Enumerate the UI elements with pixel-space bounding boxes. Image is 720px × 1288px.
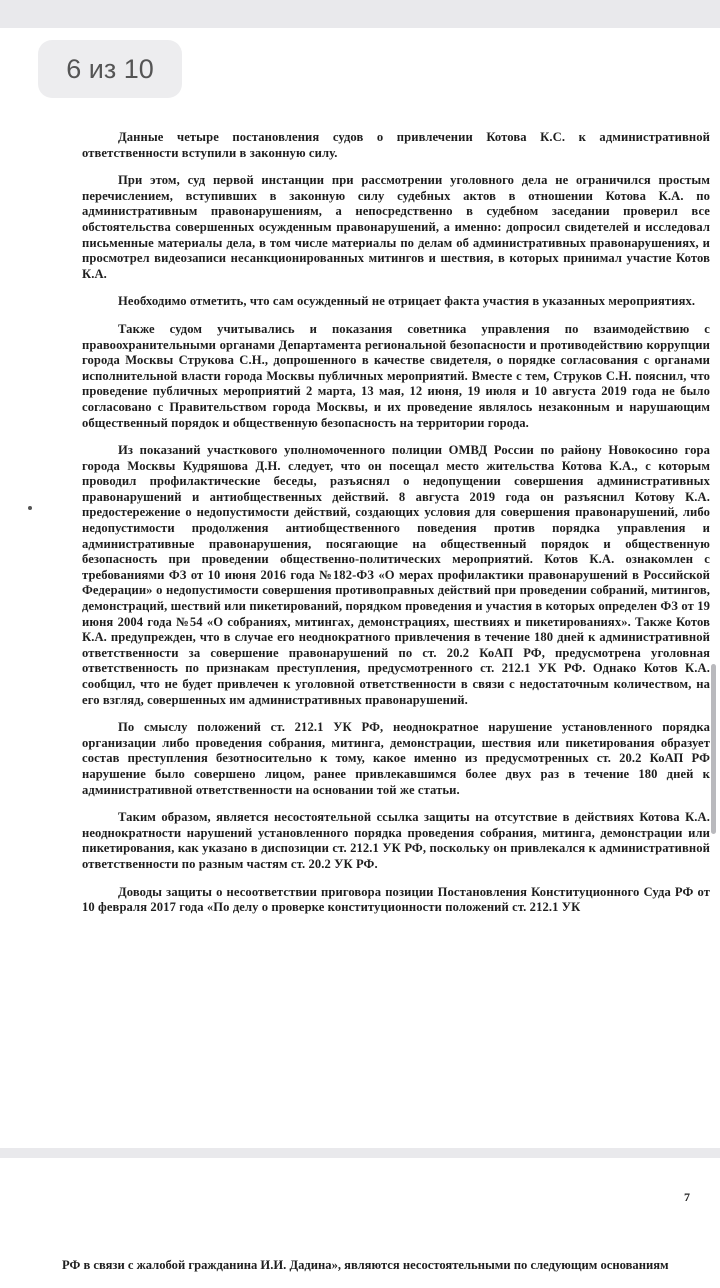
scan-speck	[28, 506, 32, 510]
page-body-text: РФ в связи с жалобой гражданина И.И. Дадина», являются несостоятельными по следующим основаниям	[62, 1258, 669, 1272]
paragraph: Из показаний участкового уполномоченного полиции ОМВД России по району Новокосино гора города Москвы Кудряшова Д.Н. следует, что он посещал место жительства Котова К.А., с которым проводил профилактические беседы, разъяснял о недопущении совершения административных правонарушений и антиобщественных действий. 8 августа 2019 года он разъяснил Котову К.А. предостережение о недопустимости действий, создающих условия для совершения правонарушений, либо недопустимости продолжения антиобщественного поведения против порядка управления и административные правонарушения, посягающие на общественный порядок и общественную безопасность при проведении общественно-политических мероприятий. Котов К.А. ознакомлен с требованиями ФЗ от 10 июня 2016 года №182-ФЗ «О мерах профилактики правонарушений в Российской Федерации» о недопустимости совершения противоправных действий при проведении собраний, митингов, демонстраций, шествий или пикетирований, порядком проведения и участия в которых определен ФЗ от 19 июня 2004 года №54 «О собраниях, митингах, демонстрациях, шествиях и пикетированиях». Также Котов К.А. предупрежден, что в случае его неоднократного привлечения в течение 180 дней к административной ответственности за совершение правонарушений по ст. 20.2 КоАП РФ, предусмотрена уголовная ответственность по признакам преступления, предусмотренного ст. 212.1 УК РФ. Однако Котов К.А. сообщил, что не будет привлечен к уголовной ответственности в связи с недостаточным количеством, на его взгляд, совершенных им административных правонарушений.	[82, 443, 710, 707]
paragraph: По смыслу положений ст. 212.1 УК РФ, неоднократное нарушение установленного порядка организации либо проведения собрания, митинга, демонстрации, шествия или пикетирования образует состав преступления безотносительно к тому, какое именно из предусмотренных ст. 20.2 КоАП РФ нарушение было совершено лицом, ранее привлекавшимся более двух раз в течение 180 дней к административной ответственности на основании той же статьи.	[82, 720, 710, 797]
paragraph: Доводы защиты о несоответствии приговора позиции Постановления Конституционного Суда РФ от 10 февраля 2017 года «По делу о проверке конституционности положений ст. 212.1 УК	[82, 884, 710, 915]
paragraph: При этом, суд первой инстанции при рассмотрении уголовного дела не ограничился простым перечислением, вступивших в законную силу судебных актов в отношении Котова К.А. по административным правонарушениям, а непосредственно в судебном заседании проверил все обстоятельства совершенных осужденным правонарушений, а именно: допросил свидетелей и исследовал письменные материалы дела, в том числе материалы по делам об административных правонарушениях, и просмотрел видеозаписи несанкционированных митингов и шествия, в которых принимал участие Котов К.А.	[82, 173, 710, 281]
page-body-text	[82, 130, 710, 928]
paragraph: Также судом учитывались и показания советника управления по взаимодействию с правоохранительными органами Департамента региональной безопасности и противодействию коррупции города Москвы Струкова С.Н., допрошенного в качестве свидетеля, о порядке согласования с органами исполнительной власти города Москвы публичных мероприятий. Вместе с тем, Струков С.Н. пояснил, что проведение публичных мероприятий 2 марта, 13 мая, 12 июня, 19 июля и 10 августа 2019 года не было согласовано с Правительством города Москвы, и их проведение являлось незаконным и нарушающим общественный порядок и общественную безопасность на территории города.	[82, 321, 710, 430]
document-page-6	[0, 28, 720, 1148]
scrollbar-thumb[interactable]	[711, 664, 716, 834]
paragraph: Необходимо отметить, что сам осужденный не отрицает факта участия в указанных мероприятиях.	[118, 294, 696, 309]
paragraph: Таким образом, является несостоятельной ссылка защиты на отсутствие в действиях Котова К.А. неоднократности нарушений установленного порядка проведения собрания, митинга, демонстрации или пикетирования, как указано в диспозиции ст. 212.1 УК РФ, поскольку он привлекался к административной ответственности по разным частям ст. 20.2 УК РФ.	[82, 810, 710, 871]
document-page-7	[0, 1158, 720, 1288]
page-number: 7	[684, 1190, 690, 1204]
paragraph: Данные четыре постановления судов о привлечении Котова К.С. к административной ответственности вступили в законную силу.	[82, 130, 710, 160]
page-counter-badge: 6 из 10	[38, 40, 182, 98]
